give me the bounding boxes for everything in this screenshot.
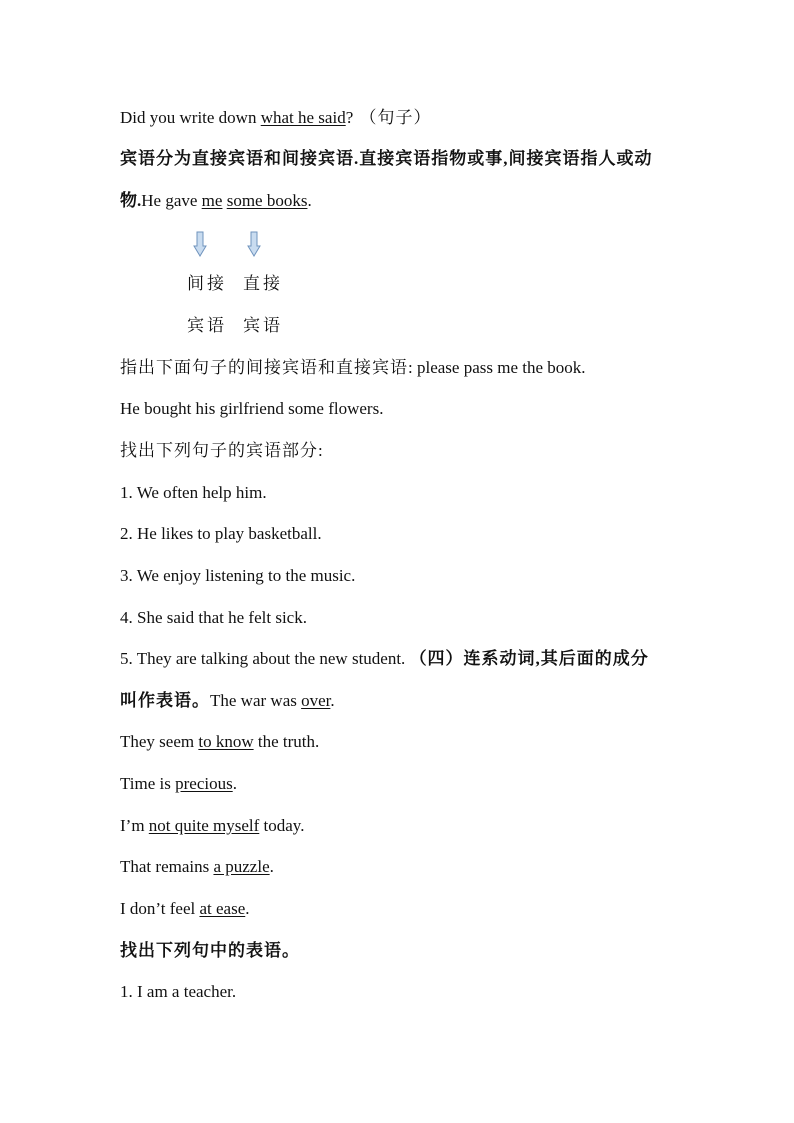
example-line [120, 898, 250, 920]
label-direct-top: 直接 [243, 274, 283, 293]
list-item: 4. She said that he felt sick. [120, 608, 307, 627]
exercise-instruction [120, 357, 586, 379]
text: the truth. [253, 732, 320, 751]
find-object-instruction: 找出下列句子的宾语部分: [120, 441, 324, 460]
label-direct-bottom: 宾语 [243, 316, 283, 335]
text: today. [259, 816, 305, 835]
find-predicative-heading: 找出下列句中的表语。 [120, 941, 300, 960]
example-line [120, 856, 274, 878]
text: . [307, 191, 312, 210]
text: . [269, 857, 274, 876]
rule-heading: 宾语分为直接宾语和间接宾语.直接宾语指物或事,间接宾语指人或动 [120, 149, 653, 168]
predicative: at ease [199, 899, 246, 918]
example-line [120, 773, 237, 795]
list-item: 1. We often help him. [120, 483, 267, 502]
list-item [120, 648, 649, 670]
text: He gave [141, 191, 202, 210]
predicative-intro [120, 690, 335, 712]
text: 叫作表语。 [120, 691, 210, 710]
list-item: 2. He likes to play basketball. [120, 524, 322, 543]
text: ? （句子） [345, 108, 432, 127]
text: I’m [120, 816, 149, 835]
sentence-clause-example [120, 107, 432, 129]
underlined-object: what he said [260, 108, 346, 127]
text: . [232, 774, 237, 793]
down-arrow-icon [247, 231, 261, 257]
predicative: precious [175, 774, 233, 793]
predicative: to know [198, 732, 254, 751]
sentence-gave-example [120, 190, 312, 212]
label-indirect-bottom: 宾语 [187, 316, 227, 335]
text: . [330, 691, 335, 710]
text: I don’t feel [120, 899, 200, 918]
text: The war was [210, 691, 302, 710]
predicative: over [301, 691, 331, 710]
predicative: not quite myself [148, 816, 260, 835]
text: That remains [120, 857, 214, 876]
list-item: 1. I am a teacher. [120, 982, 237, 1001]
exercise-sentence: He bought his girlfriend some flowers. [120, 399, 384, 418]
down-arrow-icon [193, 231, 207, 257]
text: 指出下面句子的间接宾语和直接宾语 [120, 358, 408, 377]
text: : please pass me the book. [408, 358, 586, 377]
text: . [245, 899, 250, 918]
example-line [120, 731, 319, 753]
text: They seem [120, 732, 199, 751]
direct-object: some books [226, 191, 308, 210]
example-line [120, 815, 304, 837]
label-indirect-top: 间接 [187, 274, 227, 293]
list-item: 3. We enjoy listening to the music. [120, 566, 356, 585]
text: 5. They are talking about the new student. [120, 649, 410, 668]
indirect-object: me [201, 191, 223, 210]
text: Time is [120, 774, 176, 793]
text: Did you write down [120, 108, 261, 127]
text: 物. [120, 191, 142, 210]
section-heading: （四）连系动词,其后面的成分 [409, 649, 649, 668]
predicative: a puzzle [213, 857, 270, 876]
